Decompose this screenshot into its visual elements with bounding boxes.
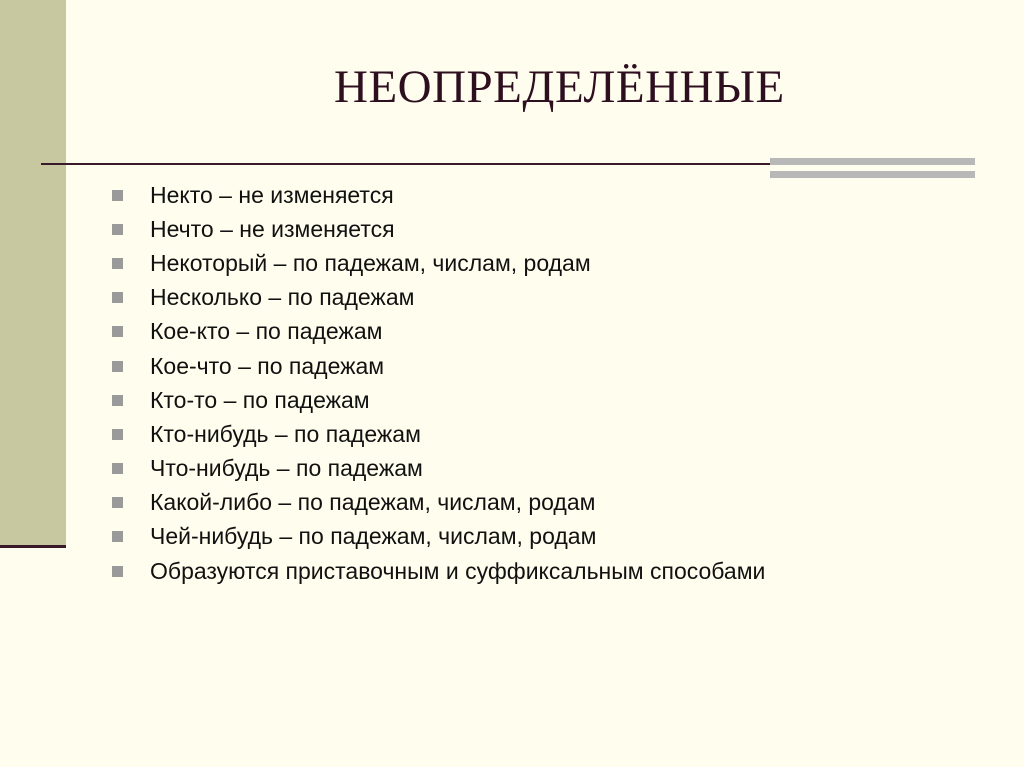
square-bullet-icon bbox=[112, 531, 123, 542]
left-decorative-band bbox=[0, 0, 66, 548]
list-item-text: Какой-либо – по падежам, числам, родам bbox=[150, 489, 596, 516]
list-item bbox=[112, 246, 765, 280]
list-item-text: Некоторый – по падежам, числам, родам bbox=[150, 249, 591, 276]
square-bullet-icon bbox=[112, 224, 123, 235]
accent-bar-bottom bbox=[770, 171, 975, 178]
square-bullet-icon bbox=[112, 497, 123, 508]
list-item-text: Чей-нибудь – по падежам, числам, родам bbox=[150, 523, 597, 550]
square-bullet-icon bbox=[112, 566, 123, 577]
list-item bbox=[112, 349, 765, 383]
slide-title: НЕОПРЕДЕЛЁННЫЕ bbox=[334, 61, 785, 113]
square-bullet-icon bbox=[112, 361, 123, 372]
list-item bbox=[112, 383, 765, 417]
list-item-text: Что-нибудь – по падежам bbox=[150, 455, 423, 482]
list-item bbox=[112, 520, 765, 554]
square-bullet-icon bbox=[112, 258, 123, 269]
list-item bbox=[112, 315, 765, 349]
list-item-text: Кто-то – по падежам bbox=[150, 386, 370, 413]
list-item-text: Нечто – не изменяется bbox=[150, 215, 395, 242]
square-bullet-icon bbox=[112, 190, 123, 201]
list-item bbox=[112, 178, 765, 212]
accent-bar-top bbox=[770, 158, 975, 165]
left-band-underline bbox=[0, 545, 66, 548]
list-item-text: Некто – не изменяется bbox=[150, 181, 394, 208]
square-bullet-icon bbox=[112, 292, 123, 303]
list-item-text: Образуются приставочным и суффиксальным способами bbox=[150, 557, 766, 584]
list-item bbox=[112, 554, 765, 588]
list-item bbox=[112, 212, 765, 246]
list-item bbox=[112, 486, 765, 520]
list-item-text: Кое-что – по падежам bbox=[150, 352, 385, 379]
list-item bbox=[112, 452, 765, 486]
list-item bbox=[112, 417, 765, 451]
list-item-text: Кто-нибудь – по падежам bbox=[150, 420, 421, 447]
square-bullet-icon bbox=[112, 395, 123, 406]
square-bullet-icon bbox=[112, 429, 123, 440]
bullet-list bbox=[112, 178, 765, 588]
square-bullet-icon bbox=[112, 326, 123, 337]
list-item-text: Кое-кто – по падежам bbox=[150, 318, 383, 345]
square-bullet-icon bbox=[112, 463, 123, 474]
list-item bbox=[112, 281, 765, 315]
list-item-text: Несколько – по падежам bbox=[150, 284, 415, 311]
